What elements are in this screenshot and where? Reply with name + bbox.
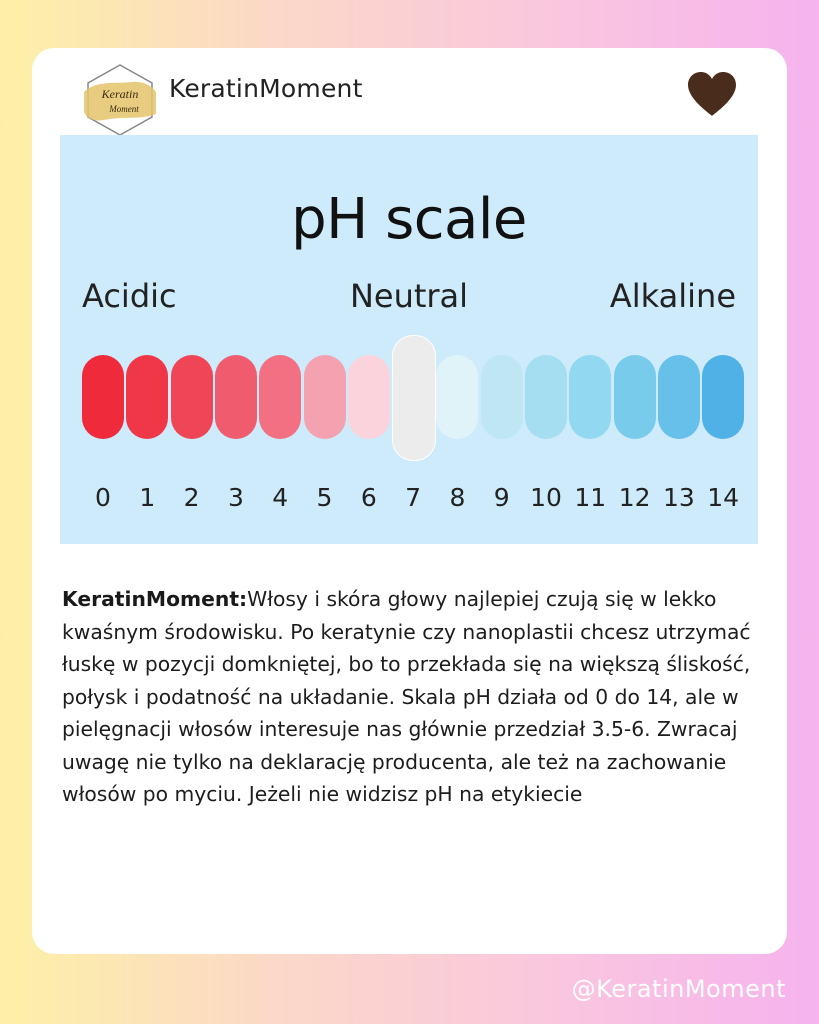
logo-text-moment: Moment	[109, 104, 139, 114]
ph-level-8-label: 8	[449, 483, 466, 512]
alkaline-label: Alkaline	[609, 277, 736, 315]
neutral-label: Neutral	[349, 277, 469, 315]
ph-level-6-bar	[348, 355, 390, 439]
ph-level-7-bar	[392, 335, 436, 461]
ph-title: pH scale	[291, 187, 527, 252]
ph-scale-graphic	[60, 135, 758, 544]
account-name[interactable]: KeratinMoment	[169, 74, 363, 103]
ph-level-4-bar	[259, 355, 301, 439]
ph-level-10-label: 10	[530, 483, 562, 512]
ph-level-14-bar	[702, 355, 744, 439]
heart-icon[interactable]	[685, 70, 739, 118]
caption-text: Włosy i skóra głowy najlepiej czują się w lekko kwaśnym środowisku. Po keratynie czy nanoplastii chcesz utrzymać łuskę w pozycji domkniętej, bo to przekłada się na większą śliskość, połysk i podatność na układanie. Skala pH działa od 0 do 14, ale w pielęgnacji włosów interesuje nas głównie przedział 3.5-6. Zwracaj uwagę nie tylko na deklarację producenta, ale też na zachowanie włosów po myciu. Jeżeli nie widzisz pH na etykiecie	[62, 587, 751, 806]
ph-level-12-label: 12	[618, 483, 651, 512]
ph-level-8-bar	[436, 355, 478, 439]
ph-level-2-label: 2	[183, 483, 200, 512]
ph-level-bars	[60, 135, 758, 544]
ph-level-1-label: 1	[139, 483, 156, 512]
ph-level-3-label: 3	[227, 483, 244, 512]
ph-level-6-label: 6	[360, 483, 377, 512]
ph-level-0-label: 0	[95, 483, 111, 512]
ph-level-3-bar	[215, 355, 257, 439]
ph-level-5-label: 5	[316, 483, 333, 512]
ph-level-14-label: 14	[707, 483, 740, 512]
ph-level-9-bar	[481, 355, 523, 439]
ph-level-7-label: 7	[405, 483, 422, 512]
ph-level-12-bar	[614, 355, 656, 439]
footer-handle: @KeratinMoment	[571, 975, 786, 1003]
caption-author[interactable]: KeratinMoment:	[62, 587, 248, 611]
ph-level-2-bar	[171, 355, 213, 439]
brand-logo[interactable]	[82, 62, 158, 138]
ph-level-1-bar	[126, 355, 168, 439]
ph-level-13-label: 13	[662, 483, 695, 512]
ph-level-9-label: 9	[493, 483, 510, 512]
ph-level-5-bar	[304, 355, 346, 439]
ph-level-11-bar	[569, 355, 611, 439]
ph-level-4-label: 4	[272, 483, 289, 512]
post-header	[32, 48, 787, 138]
ph-level-10-bar	[525, 355, 567, 439]
logo-text-keratin: Keratin	[101, 87, 139, 101]
ph-level-13-bar	[658, 355, 700, 439]
post-card	[32, 48, 787, 954]
post-caption	[62, 583, 762, 811]
ph-level-11-label: 11	[574, 483, 607, 512]
ph-level-0-bar	[82, 355, 124, 439]
acidic-label: Acidic	[82, 277, 177, 315]
